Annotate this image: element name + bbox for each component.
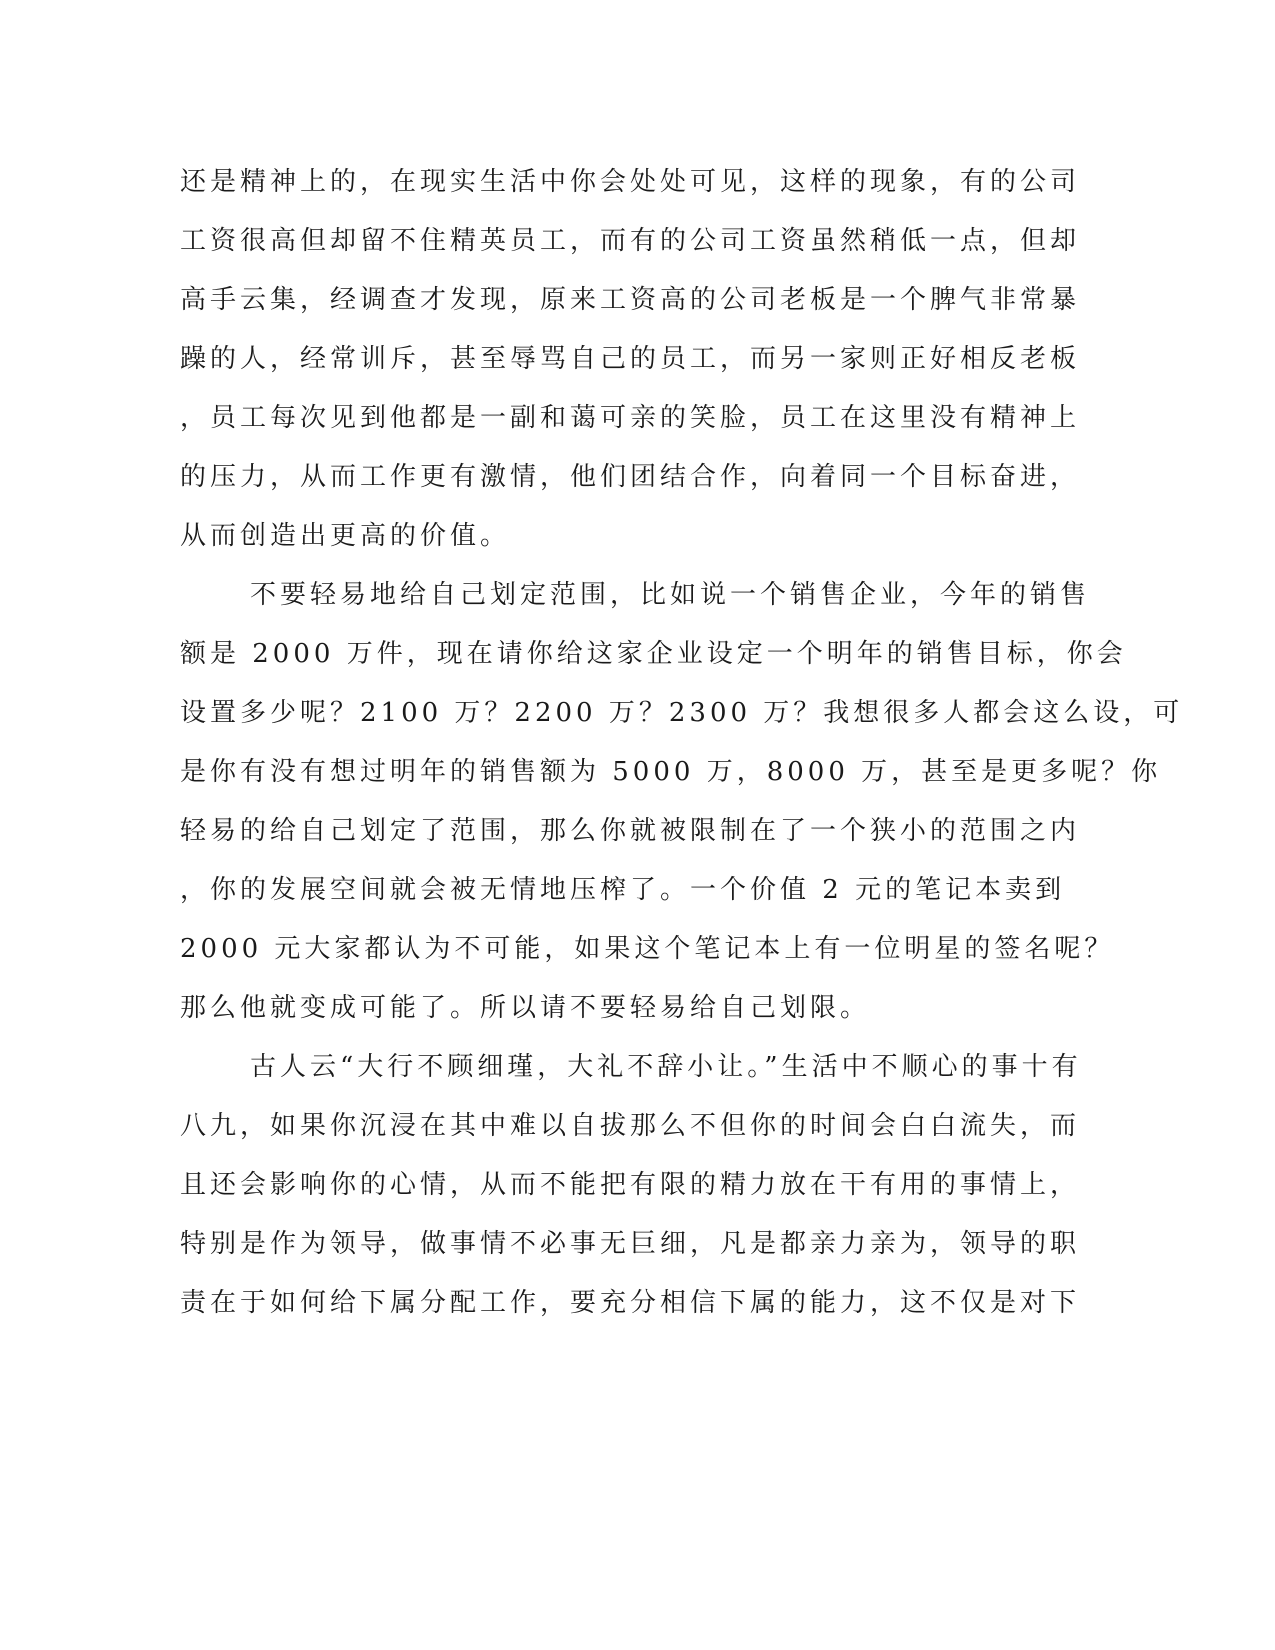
text-line: 还是精神上的，在现实生活中你会处处可见，这样的现象，有的公司: [180, 167, 1081, 197]
text-line: 轻易的给自己划定了范围，那么你就被限制在了一个狭小的范围之内: [180, 816, 1081, 846]
text-line: 从而创造出更高的价值。: [180, 521, 511, 551]
text-line: ，你的发展空间就会被无情地压榨了。一个价值 2 元的笔记本卖到: [180, 875, 1066, 905]
paragraph-first-line: 不要轻易地给自己划定范围，比如说一个销售企业，今年的销售: [250, 580, 1091, 610]
document-body: [180, 162, 1184, 1342]
text-line: 是你有没有想过明年的销售额为 5000 万，8000 万，甚至是更多呢？你: [180, 757, 1162, 787]
text-line: 躁的人，经常训斥，甚至辱骂自己的员工，而另一家则正好相反老板: [180, 344, 1081, 374]
text-line: 高手云集，经调查才发现，原来工资高的公司老板是一个脾气非常暴: [180, 285, 1081, 315]
text-line: 责在于如何给下属分配工作，要充分相信下属的能力，这不仅是对下: [180, 1288, 1081, 1318]
text-line: ，员工每次见到他都是一副和蔼可亲的笑脸，员工在这里没有精神上: [180, 403, 1081, 433]
text-line: 且还会影响你的心情，从而不能把有限的精力放在干有用的事情上，: [180, 1170, 1081, 1200]
text-line: 那么他就变成可能了。所以请不要轻易给自己划限。: [180, 993, 871, 1023]
text-line: 特别是作为领导，做事情不必事无巨细，凡是都亲力亲为，领导的职: [180, 1229, 1081, 1259]
text-line: 设置多少呢？2100 万？2200 万？2300 万？我想很多人都会这么设，可: [180, 698, 1184, 728]
text-line: 2000 元大家都认为不可能，如果这个笔记本上有一位明星的签名呢？: [180, 934, 1115, 964]
text-line: 额是 2000 万件，现在请你给这家企业设定一个明年的销售目标，你会: [180, 639, 1127, 669]
text-line: 工资很高但却留不住精英员工，而有的公司工资虽然稍低一点，但却: [180, 226, 1081, 256]
paragraph-first-line: 古人云“大行不顾细瑾，大礼不辞小让。”生活中不顺心的事十有: [250, 1052, 1082, 1082]
text-line: 八九，如果你沉浸在其中难以自拔那么不但你的时间会白白流失，而: [180, 1111, 1081, 1141]
text-line: 的压力，从而工作更有激情，他们团结合作，向着同一个目标奋进，: [180, 462, 1081, 492]
